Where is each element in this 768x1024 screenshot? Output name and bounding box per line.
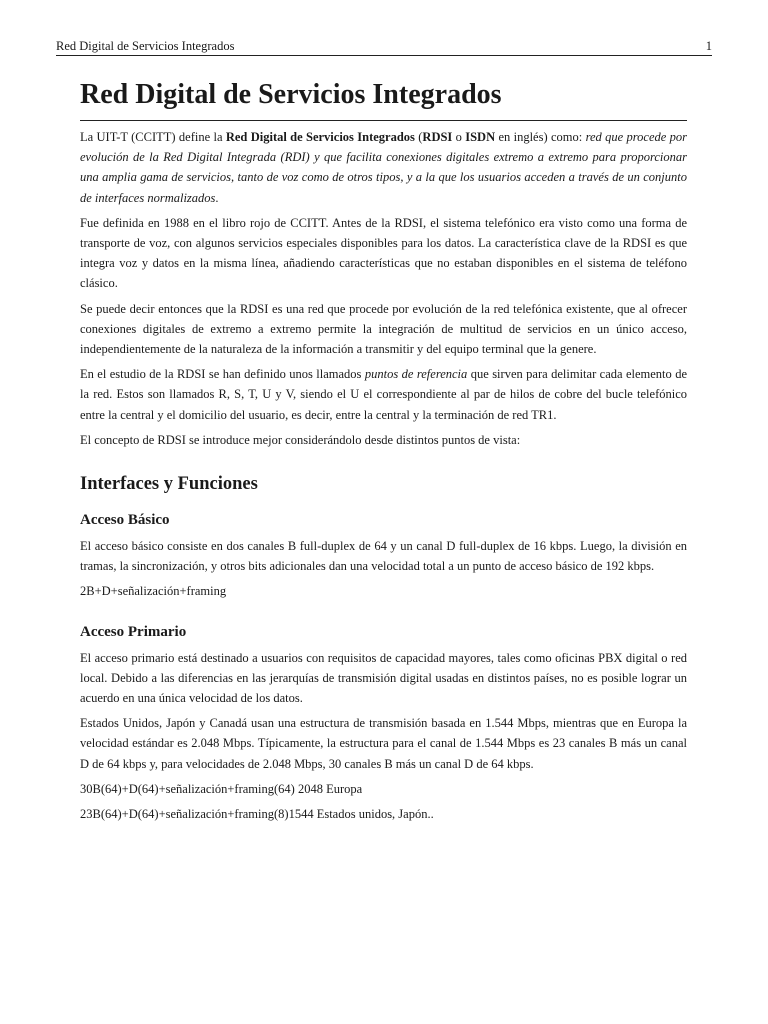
primary-access-paragraph-2: Estados Unidos, Japón y Canadá usan una estructura de transmisión basada en 1.544 Mbps, mientras que en Europa la velocidad estándar es 2.048 Mbps. Típicamente, la estructura para el canal de 1.544 Mbps es 23 canales B más un canal D de 64 kbps y, para velocidades de 2.048 Mbps, 30 canales B más un canal D de 64 kbps. <box>80 716 687 771</box>
intro-text-5: . <box>215 190 219 205</box>
intro-text-3: o <box>452 130 466 144</box>
intro-term-isdn: ISDN <box>465 130 496 144</box>
intro-paragraph <box>80 127 687 208</box>
subsection-heading-basic-access: Acceso Básico <box>80 512 170 529</box>
concept-paragraph: El concepto de RDSI se introduce mejor considerándolo desde distintos puntos de vista: <box>80 432 521 447</box>
running-header <box>56 38 712 56</box>
primary-access-formula-europe: 30B(64)+D(64)+señalización+framing(64) 2048 Europa <box>80 781 363 796</box>
evolution-paragraph: Se puede decir entonces que la RDSI es una red que procede por evolución de la red telefónica existente, que al ofrecer conexiones digitales de extremo a extremo permite la integración de multitud de servicios en un único acceso, independientemente de la naturaleza de la información a transmitir y del equipo terminal que la genere. <box>80 301 687 357</box>
intro-text-2: ( <box>414 130 423 144</box>
reference-text-2: que sirven para delimitar cada elemento de la red. Estos son llamados R, S, T, U y V, siendo el U el correspondiente al par de hilos de cobre del bucle telefónico entre la central y el domicilio del usuario, es decir, entre la central y la terminación de red TR1. <box>80 367 688 422</box>
intro-definition: red que procede por evolución de la Red Digital Integrada (RDI) y que facilita conexiones digitales extremo a extremo para proporcionar una amplia gama de servicios, tanto de voz como de otros tipos, y a la que los usuarios acceden a través de un conjunto de interfaces normalizados <box>80 130 687 205</box>
section-heading-interfaces: Interfaces y Funciones <box>80 474 258 495</box>
intro-text-4: en inglés) como: <box>495 130 586 144</box>
intro-term-rdsi-full: Red Digital de Servicios Integrados <box>225 130 415 144</box>
reference-points-paragraph <box>80 364 687 425</box>
page-title: Red Digital de Servicios Integrados <box>80 78 687 121</box>
intro-term-rdsi: RDSI <box>422 130 453 144</box>
primary-access-paragraph-1: El acceso primario está destinado a usuarios con requisitos de capacidad mayores, tales como oficinas PBX digital o red local. Debido a las diferencias en las jerarquías de transmisión digital usadas en distintos países, no es posible lograr un acuerdo en una única velocidad de los datos. <box>80 650 687 706</box>
intro-text-1: La UIT-T (CCITT) define la <box>80 130 226 144</box>
page-number: 1 <box>705 39 712 53</box>
reference-text-1: En el estudio de la RDSI se han definido unos llamados <box>80 367 365 382</box>
reference-points-term: puntos de referencia <box>364 367 468 382</box>
basic-access-formula: 2B+D+señalización+framing <box>80 584 227 599</box>
primary-access-formula-us-japan: 23B(64)+D(64)+señalización+framing(8)1544 Estados unidos, Japón.. <box>80 807 434 822</box>
history-paragraph: Fue definida en 1988 en el libro rojo de CCITT. Antes de la RDSI, el sistema telefónico era visto como una forma de transporte de voz, con algunos servicios especiales disponibles para los datos. La característica clave de la RDSI es que integra voz y datos en la misma línea, añadiendo características que no estaban disponibles en el sistema de teléfono clásico. <box>80 215 687 291</box>
running-title: Red Digital de Servicios Integrados <box>56 39 235 53</box>
article-body <box>80 78 687 824</box>
subsection-heading-primary-access: Acceso Primario <box>80 623 187 640</box>
basic-access-paragraph: El acceso básico consiste en dos canales B full-duplex de 64 y un canal D full-duplex de 16 kbps. Luego, la división en tramas, la sincronización, y otros bits adicionales dan una velocidad total a un punto de acceso básico de 192 kbps. <box>80 539 687 574</box>
